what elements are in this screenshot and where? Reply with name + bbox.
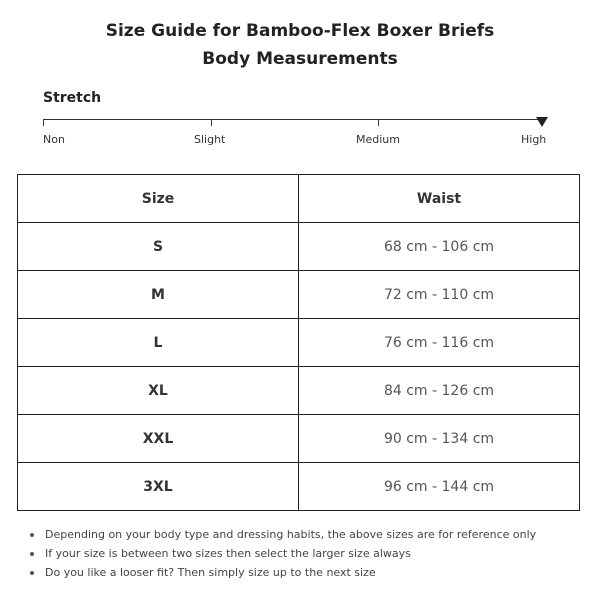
notes-list — [30, 525, 536, 582]
list-item: If your size is between two sizes then select the larger size always — [30, 544, 536, 563]
size-column-header: Size — [18, 175, 299, 223]
table-row — [18, 271, 580, 319]
table-row — [18, 463, 580, 511]
stretch-tick-medium — [378, 119, 379, 126]
stretch-tick-slight — [211, 119, 212, 126]
table-row — [18, 367, 580, 415]
waist-cell: 90 cm - 134 cm — [299, 415, 580, 463]
size-cell: M — [18, 271, 299, 319]
table-header-row — [18, 175, 580, 223]
stretch-level-slight: Slight — [194, 133, 226, 146]
list-item: Do you like a looser fit? Then simply size up to the next size — [30, 563, 536, 582]
waist-cell: 72 cm - 110 cm — [299, 271, 580, 319]
waist-column-header: Waist — [299, 175, 580, 223]
waist-cell: 84 cm - 126 cm — [299, 367, 580, 415]
size-table — [17, 174, 580, 511]
size-cell: XL — [18, 367, 299, 415]
waist-cell: 76 cm - 116 cm — [299, 319, 580, 367]
page-title: Size Guide for Bamboo-Flex Boxer Briefs — [105, 21, 495, 41]
list-item: Depending on your body type and dressing habits, the above sizes are for reference only — [30, 525, 536, 544]
waist-cell: 68 cm - 106 cm — [299, 223, 580, 271]
stretch-level-high: High — [521, 133, 547, 146]
page-subtitle: Body Measurements — [202, 49, 398, 69]
size-cell: S — [18, 223, 299, 271]
stretch-tick-non — [43, 119, 44, 126]
stretch-label: Stretch — [43, 90, 102, 106]
table-row — [18, 223, 580, 271]
stretch-scale-line — [43, 119, 543, 120]
size-cell: L — [18, 319, 299, 367]
table-row — [18, 319, 580, 367]
stretch-level-medium: Medium — [356, 133, 400, 146]
table-row — [18, 415, 580, 463]
stretch-selected-marker-icon — [536, 117, 548, 127]
waist-cell: 96 cm - 144 cm — [299, 463, 580, 511]
size-cell: XXL — [18, 415, 299, 463]
stretch-level-non: Non — [43, 133, 65, 146]
size-cell: 3XL — [18, 463, 299, 511]
